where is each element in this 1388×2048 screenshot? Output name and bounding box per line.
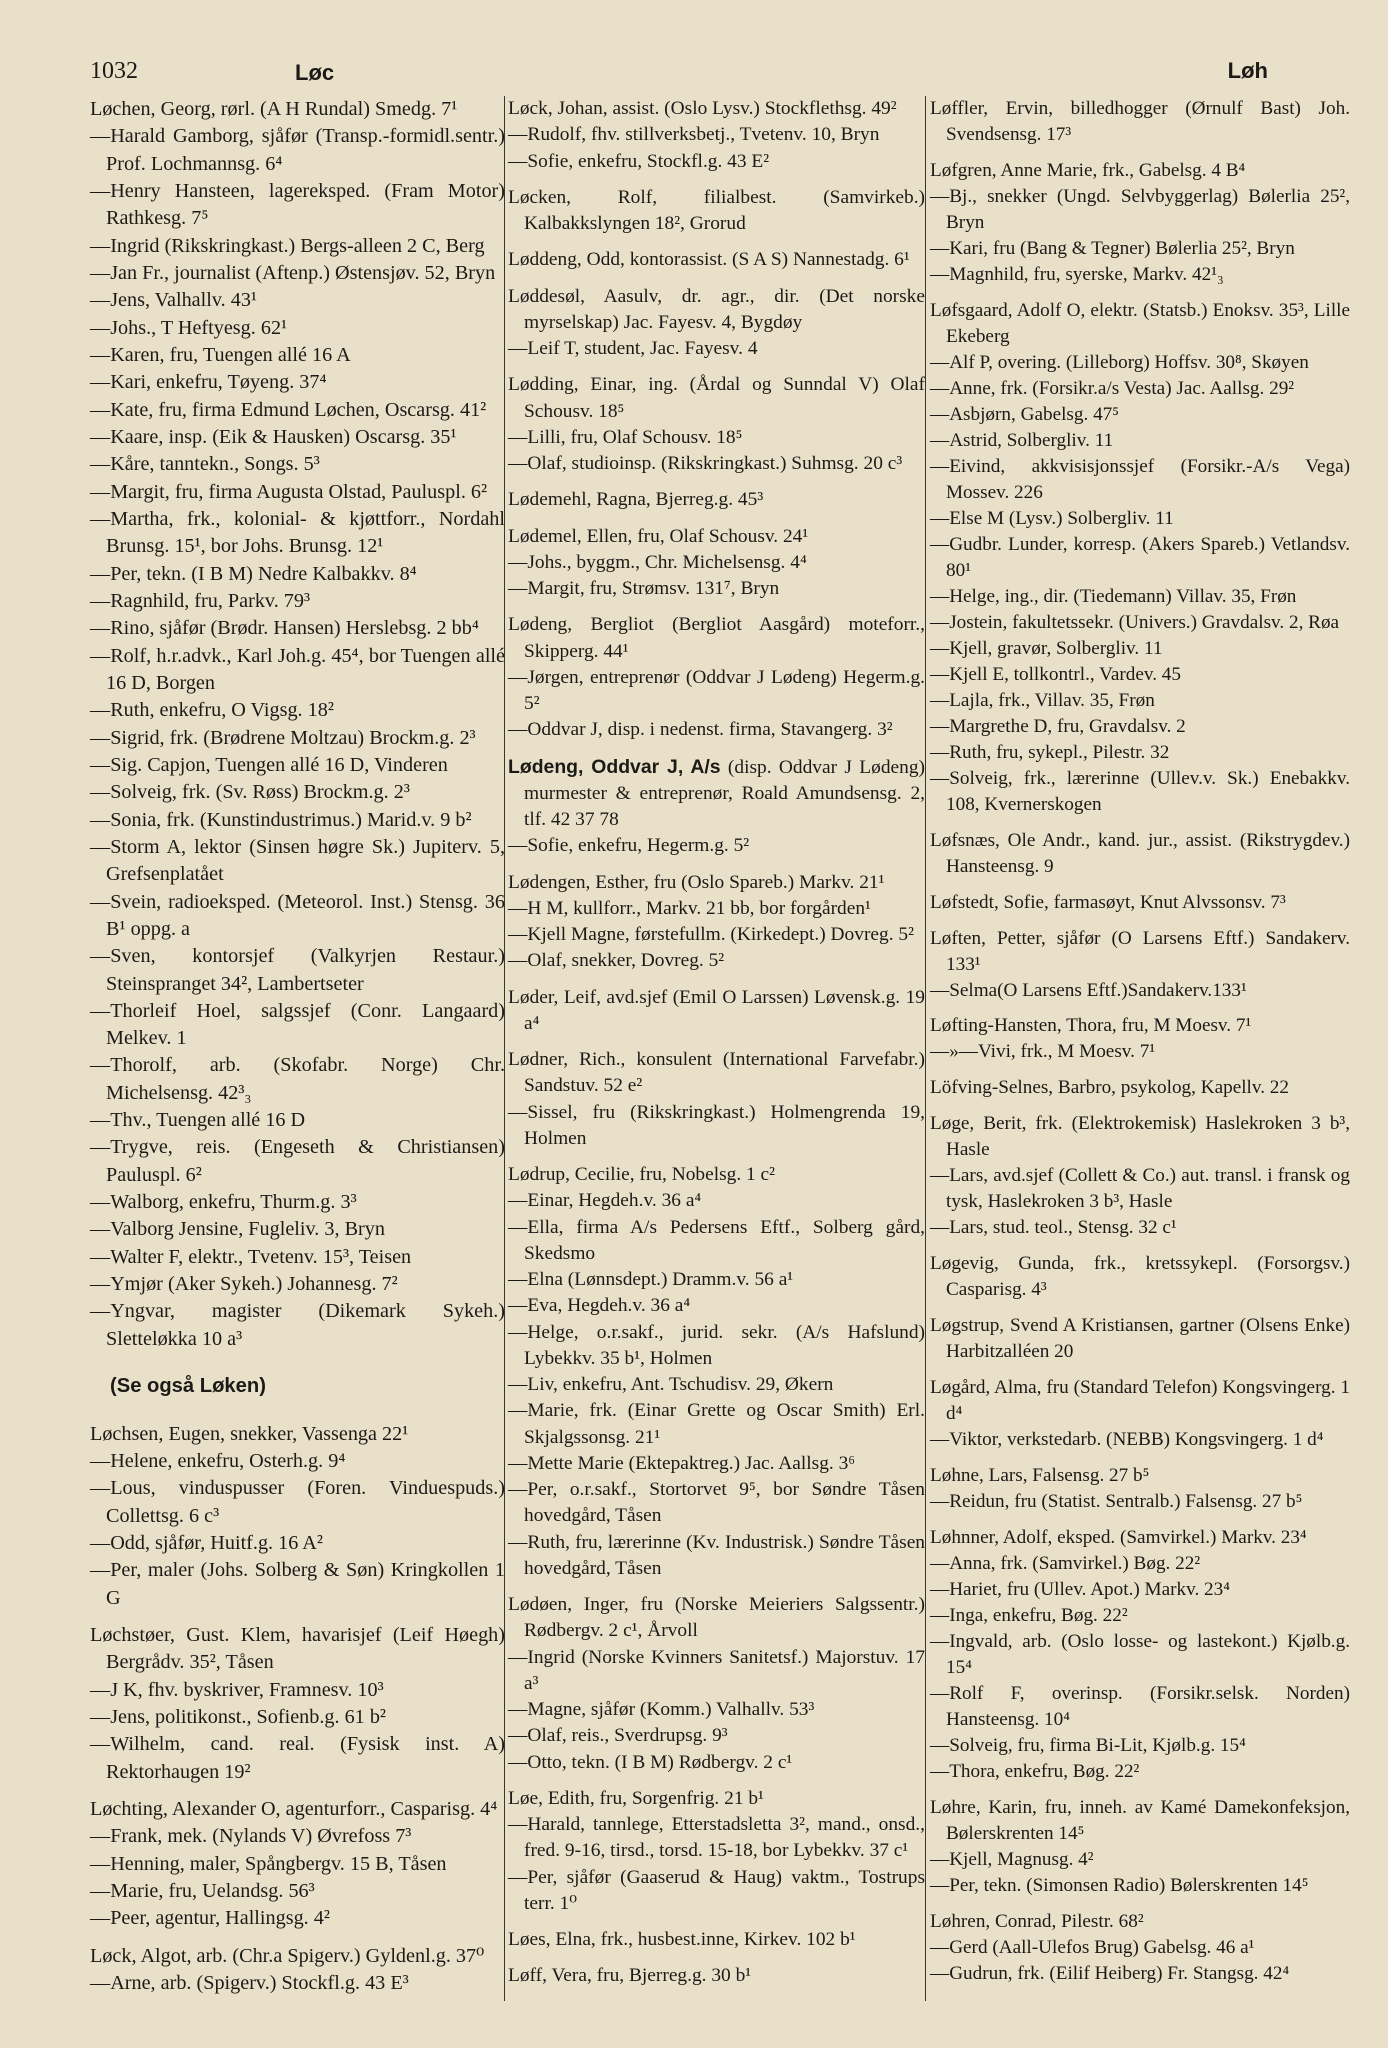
directory-entry: —Astrid, Solbergliv. 11: [930, 429, 1114, 451]
directory-entry: —Ruth, enkefru, O Vigsg. 18²: [90, 699, 334, 722]
directory-entry: —Jørgen, entreprenør (Oddvar J Lødeng) Hegerm.g. 5²: [508, 666, 925, 714]
directory-entry: Løgevig, Gunda, frk., kretssykepl. (Forsorgsv.) Casparisg. 4³: [930, 1253, 1350, 1301]
directory-entry: —Kjell E, tollkontrl., Vardev. 45: [930, 663, 1181, 685]
directory-entry: —Sissel, fru (Rikskringkast.) Holmengrenda 19, Holmen: [508, 1101, 925, 1149]
directory-entry: —Ragnhild, fru, Parkv. 79³: [90, 589, 311, 612]
directory-entry: Løcken, Rolf, filialbest. (Samvirkeb.) Kalbakkslyngen 18², Grorud: [508, 186, 925, 234]
directory-entry: —Harald, tannlege, Etterstadsletta 3², mand., onsd., fred. 9-16, tirsd., torsd. 15-18, bor Lybekkv. 37 c¹: [508, 1814, 925, 1862]
directory-entry: —Arne, arb. (Spigerv.) Stockfl.g. 43 E³: [90, 1972, 409, 1995]
directory-entry: —Gudbr. Lunder, korresp. (Akers Spareb.) Vetlandsv. 80¹: [930, 533, 1350, 581]
directory-entry: —Frank, mek. (Nylands V) Øvrefoss 7³: [90, 1825, 412, 1848]
running-head-left: Løc: [295, 60, 335, 85]
cross-reference: (Se også Løken): [110, 1375, 266, 1398]
directory-entry: Løchting, Alexander O, agenturforr., Casparisg. 4⁴: [90, 1798, 498, 1821]
directory-entry: —Rolf F, overinsp. (Forsikr.selsk. Norden) Hansteensg. 10⁴: [930, 1683, 1350, 1731]
column-divider: [925, 96, 926, 2001]
directory-entry: —Storm A, lektor (Sinsen høgre Sk.) Jupiterv. 5, Grefsenplatået: [90, 835, 505, 886]
directory-entry: Løck, Algot, arb. (Chr.a Spigerv.) Gyldenl.g. 37⁰: [90, 1944, 485, 1967]
directory-entry: —Rudolf, fhv. stillverksbetj., Tvetenv. 10, Bryn: [508, 124, 880, 146]
directory-entry: Løhren, Conrad, Pilestr. 68²: [930, 1911, 1144, 1932]
directory-entry: —Wilhelm, cand. real. (Fysisk inst. A) Rektorhaugen 19²: [90, 1733, 505, 1783]
directory-entry: —Per, tekn. (Simonsen Radio) Bølerskrenten 14⁵: [930, 1875, 1309, 1897]
directory-entry: Løge, Berit, frk. (Elektrokemisk) Haslekroken 3 b³, Hasle: [930, 1113, 1350, 1161]
directory-entry: Løchen, Georg, rørl. (A H Rundal) Smedg. 7¹: [90, 98, 458, 120]
directory-entry: —Kaare, insp. (Eik & Hausken) Oscarsg. 35¹: [90, 425, 457, 448]
directory-entry: Løhne, Lars, Falsensg. 27 b⁵: [930, 1465, 1150, 1487]
directory-entry: —Per, maler (Johs. Solberg & Søn) Kringkollen 1 G: [90, 1559, 505, 1609]
directory-entry: —Liv, enkefru, Ant. Tschudisv. 29, Økern: [508, 1374, 834, 1395]
directory-entry: —Lajla, frk., Villav. 35, Frøn: [930, 689, 1155, 711]
directory-entry: —Hariet, fru (Ullev. Apot.) Markv. 23⁴: [930, 1579, 1230, 1601]
directory-entry: —Leif T, student, Jac. Fayesv. 4: [508, 338, 758, 359]
directory-entry: —Sonia, frk. (Kunstindustrimus.) Marid.v. 9 b²: [90, 808, 472, 831]
directory-entry: —Kari, fru (Bang & Tegner) Bølerlia 25², Bryn: [930, 237, 1295, 259]
directory-entry: —Magne, sjåfør (Komm.) Valhallv. 53³: [508, 1699, 815, 1720]
directory-entry: —Asbjørn, Gabelsg. 47⁵: [930, 403, 1119, 425]
directory-entry: —Margit, fru, Strømsv. 131⁷, Bryn: [508, 578, 780, 599]
directory-entry: Løhnner, Adolf, eksped. (Samvirkel.) Markv. 23⁴: [930, 1527, 1307, 1549]
directory-entry: Lødeng, Bergliot (Bergliot Aasgård) moteforr., Skipperg. 44¹: [508, 614, 925, 662]
directory-entry: Lødengen, Esther, fru (Oslo Spareb.) Markv. 21¹: [508, 871, 885, 893]
directory-entry: —Olaf, snekker, Dovreg. 5²: [508, 950, 725, 972]
directory-entry: —Marie, fru, Uelandsg. 56³: [90, 1880, 315, 1903]
directory-entry: —Johs., byggm., Chr. Michelsensg. 4⁴: [508, 551, 807, 573]
directory-entry: Løck, Johan, assist. (Oslo Lysv.) Stockflethsg. 49²: [508, 98, 897, 119]
directory-entry: —Harald Gamborg, sjåfør (Transp.-formidl.sentr.) Prof. Lochmannsg. 6⁴: [90, 125, 505, 175]
directory-entry: Løften, Petter, sjåfør (O Larsens Eftf.) Sandakerv. 133¹: [930, 927, 1350, 975]
directory-entry: —Selma(O Larsens Eftf.)Sandakerv.133¹: [930, 979, 1247, 1001]
directory-entry: —Marie, frk. (Einar Grette og Oscar Smith) Erl. Skjalgssonsg. 21¹: [508, 1400, 925, 1448]
directory-column-1: [90, 96, 505, 1997]
directory-entry: Lødemel, Ellen, fru, Olaf Schousv. 24¹: [508, 525, 809, 547]
directory-entry: —Rolf, h.r.advk., Karl Joh.g. 45⁴, bor Tuengen allé 16 D, Borgen: [90, 644, 505, 694]
directory-entry: —Kåre, tanntekn., Songs. 5³: [90, 453, 320, 476]
directory-entry: —Ingrid (Norske Kvinners Sanitetsf.) Majorstuv. 17 a³: [508, 1646, 925, 1694]
directory-entry: —Einar, Hegdeh.v. 36 a⁴: [508, 1190, 702, 1212]
page-header: [90, 58, 1328, 94]
directory-entry: Løff, Vera, fru, Bjerreg.g. 30 b¹: [508, 1965, 752, 1987]
firm-name: Lødeng, Oddvar J, A/s: [508, 755, 721, 778]
directory-entry: —Gudrun, frk. (Eilif Heiberg) Fr. Stangsg. 42⁴: [930, 1962, 1290, 1984]
directory-entry: —Trygve, reis. (Engeseth & Christiansen) Pauluspl. 6²: [90, 1136, 505, 1186]
directory-entry: —Helene, enkefru, Osterh.g. 9⁴: [90, 1450, 346, 1473]
directory-entry: —Kjell Magne, førstefullm. (Kirkedept.) Dovreg. 5²: [508, 924, 914, 945]
directory-entry: Løes, Elna, frk., husbest.inne, Kirkev. 102 b¹: [508, 1929, 856, 1950]
directory-entry: —Elna (Lønnsdept.) Dramm.v. 56 a¹: [508, 1269, 794, 1290]
directory-entry: —Sig. Capjon, Tuengen allé 16 D, Vinderen: [90, 753, 448, 776]
directory-entry: —Viktor, verkstedarb. (NEBB) Kongsvingerg. 1 d⁴: [930, 1429, 1324, 1451]
directory-entry: —Olaf, studioinsp. (Rikskringkast.) Suhmsg. 20 c³: [508, 453, 903, 474]
directory-column-2: [508, 96, 925, 1990]
directory-entry: —Eivind, akkvisisjonssjef (Forsikr.-A/s Vega) Mossev. 226: [930, 455, 1350, 503]
directory-entry: —Henry Hansteen, lagereksped. (Fram Motor) Rathkesg. 7⁵: [90, 179, 505, 230]
directory-entry: —Kate, fru, firma Edmund Løchen, Oscarsg. 41²: [90, 398, 487, 421]
directory-entry: —Sigrid, frk. (Brødrene Moltzau) Brockm.g. 2³: [90, 726, 476, 749]
directory-entry: —Inga, enkefru, Bøg. 22²: [930, 1605, 1128, 1627]
directory-entry: —Sven, kontorsjef (Valkyrjen Restaur.) Steinspranget 34², Lambertseter: [90, 945, 505, 995]
directory-entry: —Ella, firma A/s Pedersens Eftf., Solberg gård, Skedsmo: [508, 1216, 925, 1264]
directory-entry: —Oddvar J, disp. i nedenst. firma, Stavangerg. 3²: [508, 719, 893, 741]
directory-entry: —Henning, maler, Spångbergv. 15 B, Tåsen: [90, 1852, 447, 1875]
directory-entry: —Margrethe D, fru, Gravdalsv. 2: [930, 715, 1186, 737]
directory-entry: —Svein, radioeksped. (Meteorol. Inst.) Stensg. 36 B¹ oppg. a: [90, 890, 505, 940]
directory-entry: —Ingvald, arb. (Oslo losse- og lastekont.) Kjølb.g. 15⁴: [930, 1631, 1350, 1679]
directory-entry: —Jan Fr., journalist (Aftenp.) Østensjøv. 52, Bryn: [90, 261, 496, 284]
directory-entry: —Sofie, enkefru, Stockfl.g. 43 E²: [508, 150, 770, 172]
directory-entry: —Ymjør (Aker Sykeh.) Johannesg. 7²: [90, 1273, 398, 1296]
directory-entry: —Per, sjåfør (Gaaserud & Haug) vaktm., Tostrups terr. 1⁰: [508, 1866, 925, 1914]
directory-entry: —Magnhild, fru, syerske, Markv. 42¹₃: [930, 263, 1224, 285]
directory-entry: —Ruth, fru, sykepl., Pilestr. 32: [930, 741, 1170, 763]
directory-entry: —Thorolf, arb. (Skofabr. Norge) Chr. Michelsensg. 42³₃: [90, 1054, 505, 1104]
directory-entry: —Per, o.r.sakf., Stortorvet 9⁵, bor Søndre Tåsen hovedgård, Tåsen: [508, 1479, 925, 1527]
directory-entry: —Jostein, fakultetssekr. (Univers.) Gravdalsv. 2, Røa: [930, 611, 1340, 633]
directory-entry: Lødøen, Inger, fru (Norske Meieriers Salgssentr.) Rødbergv. 2 c¹, Årvoll: [508, 1594, 925, 1642]
directory-entry: Løgård, Alma, fru (Standard Telefon) Kongsvingerg. 1 d⁴: [930, 1377, 1350, 1425]
directory-entry: —Bj., snekker (Ungd. Selvbyggerlag) Bølerlia 25², Bryn: [930, 185, 1350, 233]
directory-entry: Løfsgaard, Adolf O, elektr. (Statsb.) Enoksv. 35³, Lille Ekeberg: [930, 299, 1350, 347]
directory-entry: —Mette Marie (Ektepaktreg.) Jac. Aallsg. 3⁶: [508, 1452, 856, 1474]
directory-entry: Lødding, Einar, ing. (Årdal og Sunndal V) Olaf Schousv. 18⁵: [508, 374, 925, 422]
directory-entry: —Solveig, frk. (Sv. Røss) Brockm.g. 2³: [90, 781, 410, 804]
directory-entry: —Anna, frk. (Samvirkel.) Bøg. 22²: [930, 1553, 1201, 1575]
directory-entry: —Rino, sjåfør (Brødr. Hansen) Herslebsg. 2 bb⁴: [90, 617, 479, 640]
directory-entry: Løchsen, Eugen, snekker, Vassenga 22¹: [90, 1422, 409, 1445]
directory-entry: —Ruth, fru, lærerinne (Kv. Industrisk.) Søndre Tåsen hovedgård, Tåsen: [508, 1531, 925, 1579]
directory-entry: Løffler, Ervin, billedhogger (Ørnulf Bast) Joh. Svendsensg. 17³: [930, 98, 1350, 145]
directory-entry: —Thv., Tuengen allé 16 D: [90, 1109, 306, 1132]
directory-entry: —Per, tekn. (I B M) Nedre Kalbakkv. 8⁴: [90, 562, 417, 585]
directory-entry: Löfving-Selnes, Barbro, psykolog, Kapellv. 22: [930, 1077, 1289, 1099]
directory-entry: —Sofie, enkefru, Hegerm.g. 5²: [508, 835, 750, 857]
directory-entry: Løfsnæs, Ole Andr., kand. jur., assist. (Rikstrygdev.) Hansteensg. 9: [930, 829, 1350, 877]
directory-entry: Løfting-Hansten, Thora, fru, M Moesv. 7¹: [930, 1015, 1252, 1037]
page-number: 1032: [90, 58, 138, 84]
directory-entry: —Kjell, Magnusg. 4²: [930, 1849, 1094, 1871]
directory-entry: —Helge, ing., dir. (Tiedemann) Villav. 35, Frøn: [930, 585, 1297, 607]
firm-details: (disp. Oddvar J Lødeng) murmester & entreprenør, Roald Amundsensg. 2, tlf. 42 37 78: [524, 756, 925, 830]
directory-entry: —Thora, enkefru, Bøg. 22²: [930, 1761, 1140, 1783]
directory-entry: —Anne, frk. (Forsikr.a/s Vesta) Jac. Aallsg. 29²: [930, 377, 1295, 399]
directory-entry: —Lars, avd.sjef (Collett & Co.) aut. transl. i fransk og tysk, Haslekroken 3 b³, Hasle: [930, 1165, 1350, 1213]
directory-column-3: [930, 96, 1350, 1987]
directory-entry: Lødrup, Cecilie, fru, Nobelsg. 1 c²: [508, 1164, 775, 1185]
directory-entry: —Odd, sjåfør, Huitf.g. 16 A²: [90, 1532, 323, 1555]
directory-entry: Løchstøer, Gust. Klem, havarisjef (Leif Høegh) Bergrådv. 35², Tåsen: [90, 1624, 505, 1674]
directory-entry: —Peer, agentur, Hallingsg. 4²: [90, 1907, 330, 1930]
directory-entry: —Karen, fru, Tuengen allé 16 A: [90, 343, 351, 366]
running-head-right: Løh: [1227, 58, 1268, 83]
directory-entry: Lødemehl, Ragna, Bjerreg.g. 45³: [508, 489, 764, 511]
directory-entry: Løfgren, Anne Marie, frk., Gabelsg. 4 B⁴: [930, 159, 1246, 181]
directory-entry: —Reidun, fru (Statist. Sentralb.) Falsensg. 27 b⁵: [930, 1491, 1303, 1513]
directory-entry: —J K, fhv. byskriver, Framnesv. 10³: [90, 1678, 384, 1701]
directory-entry: —Alf P, overing. (Lilleborg) Hoffsv. 30⁸, Skøyen: [930, 351, 1309, 373]
directory-entry: —H M, kullforr., Markv. 21 bb, bor forgården¹: [508, 897, 871, 919]
directory-entry: —Eva, Hegdeh.v. 36 a⁴: [508, 1295, 691, 1317]
directory-entry: —Valborg Jensine, Fugleliv. 3, Bryn: [90, 1218, 385, 1241]
directory-entry: Løddesøl, Aasulv, dr. agr., dir. (Det norske myrselskap) Jac. Fayesv. 4, Bygdøy: [508, 285, 925, 333]
directory-entry: —Solveig, frk., lærerinne (Ullev.v. Sk.) Enebakkv. 108, Kvernerskogen: [930, 767, 1350, 815]
directory-entry: —Walborg, enkefru, Thurm.g. 3³: [90, 1191, 357, 1214]
directory-entry: —Kari, enkefru, Tøyeng. 37⁴: [90, 371, 327, 394]
directory-entry: —Gerd (Aall-Ulefos Brug) Gabelsg. 46 a¹: [930, 1936, 1255, 1958]
directory-entry: Lødner, Rich., konsulent (International Farvefabr.) Sandstuv. 52 e²: [508, 1049, 925, 1097]
directory-entry: —Walter F, elektr., Tvetenv. 15³, Teisen: [90, 1245, 412, 1268]
directory-entry: Løe, Edith, fru, Sorgenfrig. 21 b¹: [508, 1787, 764, 1809]
directory-entry: Løder, Leif, avd.sjef (Emil O Larssen) Løvensk.g. 19 a⁴: [508, 986, 925, 1034]
directory-entry: —Otto, tekn. (I B M) Rødbergv. 2 c¹: [508, 1751, 793, 1773]
directory-entry: —Jens, Valhallv. 43¹: [90, 289, 257, 312]
directory-entry: —Jens, politikonst., Sofienb.g. 61 b²: [90, 1706, 386, 1729]
directory-entry: [508, 754, 925, 834]
directory-entry: —Ingrid (Rikskringkast.) Bergs-alleen 2 C, Berg: [90, 234, 485, 257]
directory-entry: Løddeng, Odd, kontorassist. (S A S) Nannestadg. 6¹: [508, 249, 910, 271]
directory-entry: —Thorleif Hoel, salgssjef (Conr. Langaard) Melkev. 1: [90, 999, 505, 1050]
directory-entry: —Yngvar, magister (Dikemark Sykeh.) Sletteløkka 10 a³: [90, 1300, 505, 1350]
directory-entry: Løfstedt, Sofie, farmasøyt, Knut Alvssonsv. 7³: [930, 891, 1286, 913]
directory-entry: —»—Vivi, frk., M Moesv. 7¹: [930, 1041, 1156, 1063]
directory-entry: —Helge, o.r.sakf., jurid. sekr. (A/s Hafslund) Lybekkv. 35 b¹, Holmen: [508, 1321, 925, 1369]
directory-entry: —Else M (Lysv.) Solbergliv. 11: [930, 507, 1174, 529]
directory-entry: —Solveig, fru, firma Bi-Lit, Kjølb.g. 15⁴: [930, 1735, 1246, 1757]
directory-entry: —Lilli, fru, Olaf Schousv. 18⁵: [508, 426, 743, 448]
directory-entry: —Johs., T Heftyesg. 62¹: [90, 316, 288, 339]
directory-entry: —Lous, vinduspusser (Foren. Vinduespuds.) Collettsg. 6 c³: [90, 1477, 505, 1527]
directory-entry: —Olaf, reis., Sverdrupsg. 9³: [508, 1725, 728, 1747]
directory-entry: —Lars, stud. teol., Stensg. 32 c¹: [930, 1217, 1177, 1239]
directory-entry: —Martha, frk., kolonial- & kjøttforr., Nordahl Brunsg. 15¹, bor Johs. Brunsg. 12¹: [90, 507, 505, 558]
directory-entry: —Kjell, gravør, Solbergliv. 11: [930, 637, 1163, 659]
directory-entry: Løgstrup, Svend A Kristiansen, gartner (Olsens Enke) Harbitzalléen 20: [930, 1315, 1350, 1363]
directory-entry: Løhre, Karin, fru, inneh. av Kamé Damekonfeksjon, Bølerskrenten 14⁵: [930, 1797, 1350, 1845]
directory-entry: —Margit, fru, firma Augusta Olstad, Pauluspl. 6²: [90, 480, 488, 503]
